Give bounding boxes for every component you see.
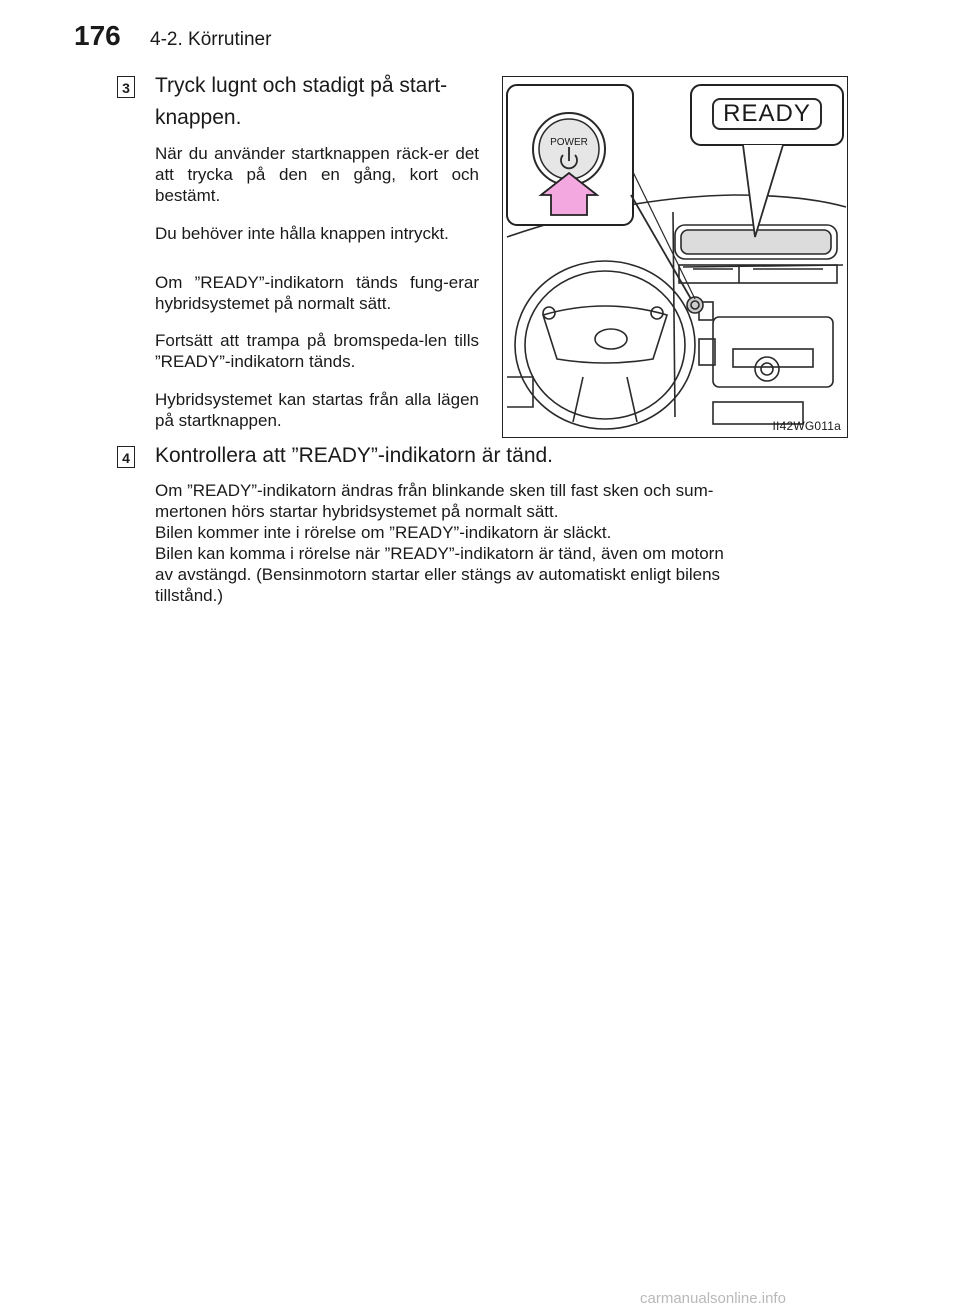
step3-paragraph-1: När du använder startknappen räck-er det att trycka på den en gång, kort och bestämt. xyxy=(155,144,479,205)
step3-paragraph-2: Du behöver inte hålla knappen intryckt. xyxy=(155,224,449,243)
section-title: 4-2. Körrutiner xyxy=(150,29,272,50)
step4-paragraph-line5: av avstängd. (Bensinmotorn startar eller stängs av automatiskt enligt bilens xyxy=(155,565,721,584)
dashboard-illustration xyxy=(502,76,848,438)
ready-label: READY xyxy=(723,100,811,127)
page-number: 176 xyxy=(74,20,121,51)
step3-heading-line2: knappen. xyxy=(155,106,242,129)
step3-heading-line1: Tryck lugnt och stadigt på start- xyxy=(155,74,448,97)
dashboard-drawing xyxy=(503,77,848,438)
step4-paragraph-line4: Bilen kan komma i rörelse när ”READY”-indikatorn är tänd, även om motorn xyxy=(155,544,724,563)
step4-paragraph-line1: Om ”READY”-indikatorn ändras från blinkande sken till fast sken och sum- xyxy=(155,481,714,500)
step3-paragraph-3: Om ”READY”-indikatorn tänds fung-erar hybridsystemet på normalt sätt. xyxy=(155,273,479,313)
footer-watermark: carmanualsonline.info xyxy=(640,1290,786,1307)
step4-heading: Kontrollera att ”READY”-indikatorn är tänd. xyxy=(155,444,554,467)
step4-paragraph-line2: mertonen hörs startar hybridsystemet på normalt sätt. xyxy=(155,502,559,521)
step4-paragraph-line3: Bilen kommer inte i rörelse om ”READY”-indikatorn är släckt. xyxy=(155,523,612,542)
power-label: POWER xyxy=(550,137,588,148)
figure-code: II42WG011a xyxy=(772,419,841,433)
step3-paragraph-4: Fortsätt att trampa på bromspeda-len tills ”READY”-indikatorn tänds. xyxy=(155,331,479,371)
step4-paragraph-line6: tillstånd.) xyxy=(155,586,224,605)
step-marker-3: 3 xyxy=(117,76,135,98)
step3-paragraph-5: Hybridsystemet kan startas från alla lägen på startknappen. xyxy=(155,390,479,430)
step-marker-4: 4 xyxy=(117,446,135,468)
